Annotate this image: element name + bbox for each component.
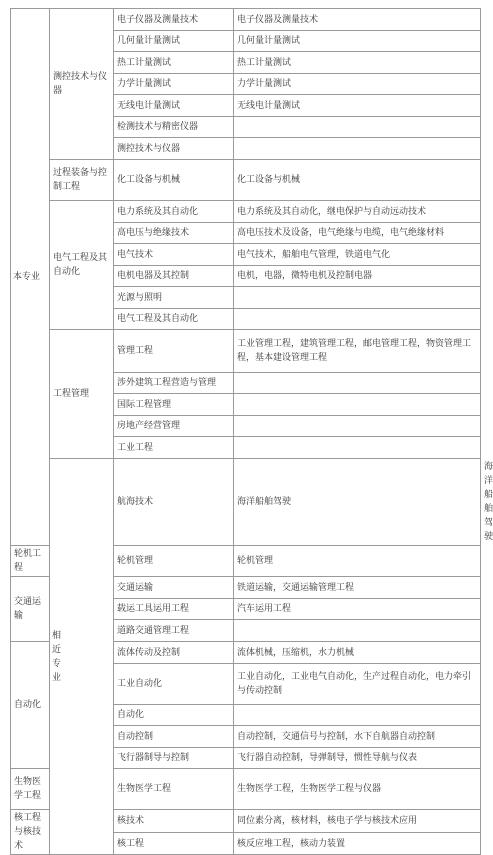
old-major-cell: 铁道运输，交通运输管理工程 (234, 577, 481, 599)
category-main: 本专业 (11, 9, 50, 546)
major-cell: 载运工具运用工程 (114, 599, 234, 620)
old-major-cell (234, 416, 481, 437)
major-cell: 轮机管理 (114, 546, 234, 577)
table-row (11, 160, 481, 201)
old-major-cell: 电子仪器及测量技术 (234, 9, 481, 31)
major-cell: 道路交通管理工程 (114, 620, 234, 642)
old-major-cell: 电力系统及其自动化，继电保护与自动远动技术 (234, 201, 481, 223)
old-major-cell (234, 138, 481, 160)
major-cell: 化工设备与机械 (114, 160, 234, 201)
old-major-cell: 核反应堆工程，核动力装置 (234, 833, 481, 855)
old-major-cell: 生物医学工程，生物医学工程与仪器 (234, 769, 481, 810)
old-major-cell: 流体机械，压缩机，水力机械 (234, 642, 481, 664)
major-cell: 电力系统及其自动化 (114, 201, 234, 223)
old-major-cell: 轮机管理 (234, 546, 481, 577)
major-cell: 无线电计量测试 (114, 95, 234, 117)
table-row (11, 330, 481, 373)
old-major-cell (234, 437, 481, 459)
major-cell: 核工程 (114, 833, 234, 855)
major-cell: 核技术 (114, 810, 234, 833)
old-major-cell (234, 373, 481, 394)
major-cell: 电气工程及其自动化 (114, 309, 234, 330)
major-cell: 工业自动化 (114, 664, 234, 705)
major-cell: 自动控制 (114, 726, 234, 748)
group-cell: 工程管理 (50, 330, 114, 459)
old-major-cell: 热工计量测试 (234, 52, 481, 74)
major-cell: 自动化 (114, 705, 234, 726)
old-major-cell: 电气技术，船舶电气管理，铁道电气化 (234, 244, 481, 266)
group-cell: 生物医学工程 (11, 769, 50, 810)
old-major-cell: 同位素分离，核材料，核电子学与核技术应用 (234, 810, 481, 833)
old-major-cell: 高电压技术及设备，电气绝缘与电缆，电气绝缘材料 (234, 223, 481, 244)
group-cell: 电气工程及其自动化 (50, 201, 114, 330)
group-cell: 交通运输 (11, 577, 50, 642)
old-major-cell (234, 394, 481, 416)
major-cell: 工业工程 (114, 437, 234, 459)
table-row: 相 近 专 业 航海技术 海洋船舶驾驶 海洋船舶驾驶 (11, 459, 481, 546)
old-major-cell: 自动控制，交通信号与控制，水下自航器自动控制 (234, 726, 481, 748)
old-major-cell: 无线电计量测试 (234, 95, 481, 117)
major-cell: 国际工程管理 (114, 394, 234, 416)
old-major-cell (234, 117, 481, 138)
major-cell: 管理工程 (114, 330, 234, 373)
group-cell: 自动化 (11, 642, 50, 769)
major-cell: 交通运输 (114, 577, 234, 599)
major-cell: 电机电器及其控制 (114, 266, 234, 287)
major-cell: 海洋船舶驾驶 (234, 459, 481, 546)
major-cell: 电气技术 (114, 244, 234, 266)
old-major-cell: 工业管理工程，建筑管理工程，邮电管理工程，物资管理工程，基本建设管理工程 (234, 330, 481, 373)
major-cell: 几何量计量测试 (114, 31, 234, 52)
major-cell: 电子仪器及测量技术 (114, 9, 234, 31)
major-cell: 房地产经营管理 (114, 416, 234, 437)
major-cell: 流体传动及控制 (114, 642, 234, 664)
old-major-cell: 工业自动化，工业电气自动化，生产过程自动化，电力牵引与传动控制 (234, 664, 481, 705)
group-cell: 轮机工程 (11, 546, 50, 577)
old-major-cell (234, 705, 481, 726)
old-major-cell: 几何量计量测试 (234, 31, 481, 52)
major-cell: 飞行器制导与控制 (114, 748, 234, 769)
group-cell: 航海技术 (114, 459, 234, 546)
major-cell: 高电压与绝缘技术 (114, 223, 234, 244)
table-row (11, 9, 481, 31)
old-major-cell (234, 287, 481, 309)
old-major-cell: 力学计量测试 (234, 74, 481, 95)
old-major-cell: 化工设备与机械 (234, 160, 481, 201)
major-cell: 检测技术与精密仪器 (114, 117, 234, 138)
major-cell: 生物医学工程 (114, 769, 234, 810)
major-cell: 测控技术与仪器 (114, 138, 234, 160)
major-cell: 涉外建筑工程营造与管理 (114, 373, 234, 394)
old-major-cell (234, 309, 481, 330)
major-table (10, 8, 493, 855)
table-row (11, 201, 481, 223)
old-major-cell (234, 620, 481, 642)
group-cell: 过程装备与控制工程 (50, 160, 114, 201)
major-cell: 力学计量测试 (114, 74, 234, 95)
old-major-cell: 汽车运用工程 (234, 599, 481, 620)
group-cell: 测控技术与仪器 (50, 9, 114, 160)
old-major-cell: 飞行器自动控制，导弹制导，惯性导航与仪表 (234, 748, 481, 769)
major-cell: 热工计量测试 (114, 52, 234, 74)
group-cell: 核工程与核技术 (11, 810, 50, 855)
old-major-cell: 电机，电器，微特电机及控制电器 (234, 266, 481, 287)
category-related: 相 近 专 业 (50, 459, 114, 855)
major-cell: 光源与照明 (114, 287, 234, 309)
